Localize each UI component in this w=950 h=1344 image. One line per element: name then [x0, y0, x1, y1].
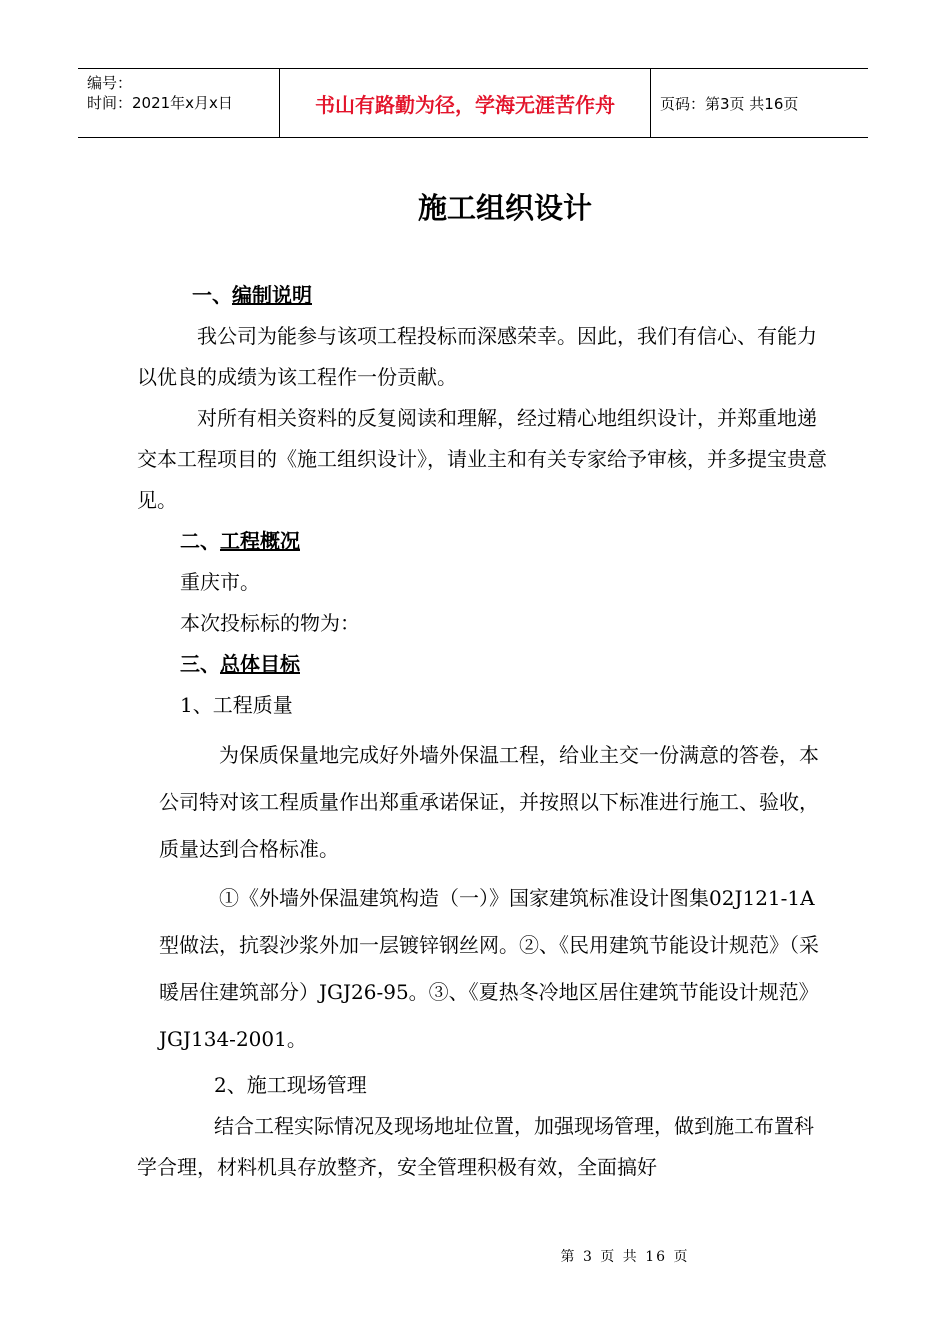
number-label: 编号：: [87, 74, 133, 92]
section-heading-3-text: 总体目标: [220, 652, 300, 676]
document-body: [137, 275, 827, 1188]
subheading: 2、施工现场管理: [214, 1073, 367, 1097]
header-page-label: 页码：第3页 共16页: [660, 94, 799, 113]
header-motto: 书山有路勤为径，学海无涯苦作舟: [280, 69, 651, 137]
paragraph: 本次投标标的物为：: [180, 611, 360, 635]
section-heading-2: [137, 521, 827, 562]
paragraph: ①《外墙外保温建筑构造（一）》国家建筑标准设计图集02J121-1A型做法，抗裂沙浆外加一层镀锌钢丝网。②、《民用建筑节能设计规范》（采暖居住建筑部分）JGJ26-95。③、《夏热冬冷地区居住建筑节能设计规范》JGJ134-2001。: [159, 886, 819, 1051]
paragraph: 对所有相关资料的反复阅读和理解，经过精心地组织设计，并郑重地递交本工程项目的《施工组织设计》，请业主和有关专家给予审核，并多提宝贵意见。: [137, 406, 827, 512]
section-heading-1: [137, 275, 827, 316]
paragraph: 我公司为能参与该项工程投标而深感荣幸。因此，我们有信心、有能力以优良的成绩为该工程作一份贡献。: [137, 324, 817, 389]
page-header: [78, 68, 868, 138]
section-heading-3-num: 三、: [180, 652, 220, 676]
section-heading-2-num: 二、: [180, 529, 220, 553]
section-heading-1-text: 编制说明: [232, 283, 312, 307]
paragraph: 为保质保量地完成好外墙外保温工程，给业主交一份满意的答卷，本公司特对该工程质量作出郑重承诺保证，并按照以下标准进行施工、验收，质量达到合格标准。: [159, 743, 819, 861]
section-heading-1-num: 一、: [192, 283, 232, 307]
paragraph: 重庆市。: [180, 570, 260, 594]
section-heading-3: [137, 644, 827, 685]
page-footer: 第 3 页 共 16 页: [560, 1249, 690, 1265]
header-meta: [78, 69, 280, 137]
standards-block: [137, 732, 827, 1063]
time-label: 时间：2021年x月x日: [87, 94, 233, 112]
section-heading-2-text: 工程概况: [220, 529, 300, 553]
paragraph: 结合工程实际情况及现场地址位置，加强现场管理，做到施工布置科学合理，材料机具存放整齐，安全管理积极有效，全面搞好: [137, 1114, 814, 1179]
document-title: 施工组织设计: [417, 191, 592, 225]
subheading: 1、工程质量: [180, 693, 293, 717]
